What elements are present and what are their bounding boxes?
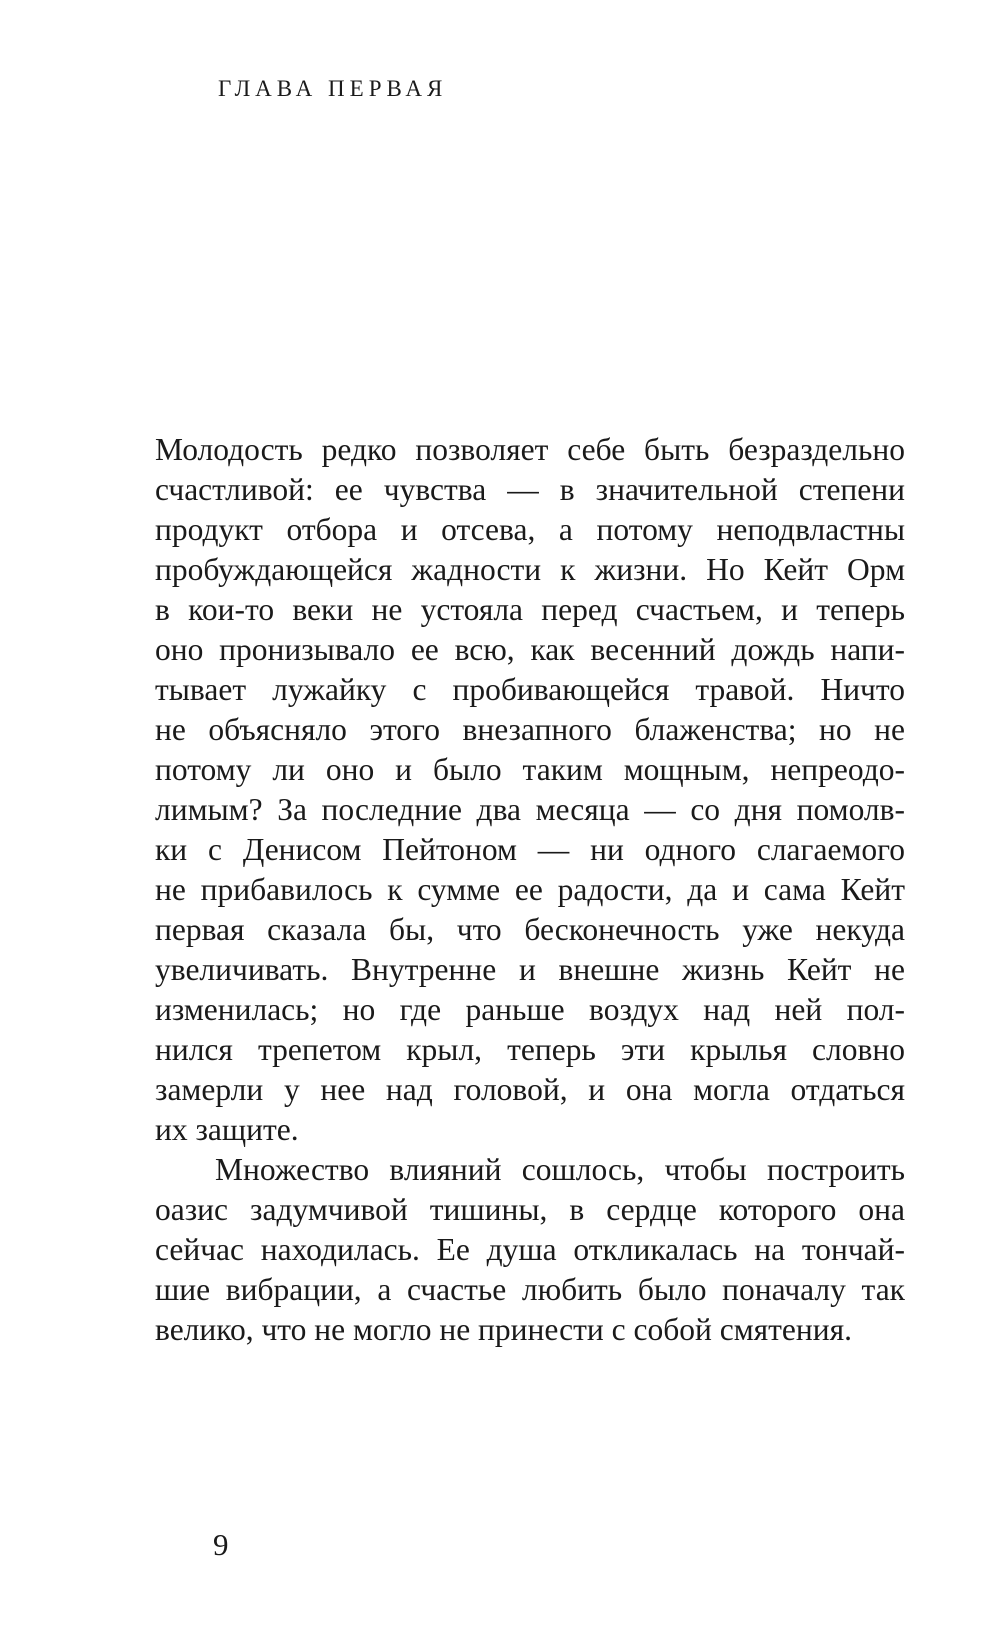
text-line: не прибавилось к сумме ее радости, да и сама Кейт <box>155 872 905 907</box>
page-number: 9 <box>213 1527 229 1562</box>
text-line: Множество влияний сошлось, чтобы построить <box>215 1152 905 1187</box>
text-line: продукт отбора и отсева, а потому неподвластны <box>155 512 905 547</box>
text-line: их защите. <box>155 1112 299 1147</box>
text-line: изменилась; но где раньше воздух над ней пол- <box>155 992 905 1027</box>
text-line: оазис задумчивой тишины, в сердце которого она <box>155 1192 905 1227</box>
text-line: ки с Денисом Пейтоном — ни одного слагаемого <box>155 832 905 867</box>
text-line: увеличивать. Внутренне и внешне жизнь Кейт не <box>155 952 905 987</box>
text-line: нился трепетом крыл, теперь эти крылья словно <box>155 1032 905 1067</box>
text-line: в кои-то веки не устояла перед счастьем, и теперь <box>155 592 905 627</box>
chapter-heading: ГЛАВА ПЕРВАЯ <box>218 76 448 101</box>
text-line: оно пронизывало ее всю, как весенний дождь напи- <box>155 632 905 667</box>
paragraph-1 <box>155 430 905 1150</box>
text-line: не объясняло этого внезапного блаженства; но не <box>155 712 905 747</box>
text-line: лимым? За последние два месяца — со дня помолв- <box>155 792 905 827</box>
text-line: велико, что не могло не принести с собой смятения. <box>155 1312 852 1347</box>
text-line: тывает лужайку с пробивающейся травой. Ничто <box>155 672 905 707</box>
text-line: сейчас находилась. Ее душа откликалась на тончай- <box>155 1232 905 1267</box>
text-line: пробуждающейся жадности к жизни. Но Кейт Орм <box>155 552 905 587</box>
body-text <box>155 430 905 1350</box>
text-line: замерли у нее над головой, и она могла отдаться <box>155 1072 905 1107</box>
text-line: Молодость редко позволяет себе быть безраздельно <box>155 432 905 467</box>
text-line: шие вибрации, а счастье любить было поначалу так <box>155 1272 905 1307</box>
text-line: счастливой: ее чувства — в значительной степени <box>155 472 905 507</box>
text-line: потому ли оно и было таким мощным, непреодо- <box>155 752 905 787</box>
text-line: первая сказала бы, что бесконечность уже некуда <box>155 912 905 947</box>
paragraph-2 <box>155 1150 905 1350</box>
